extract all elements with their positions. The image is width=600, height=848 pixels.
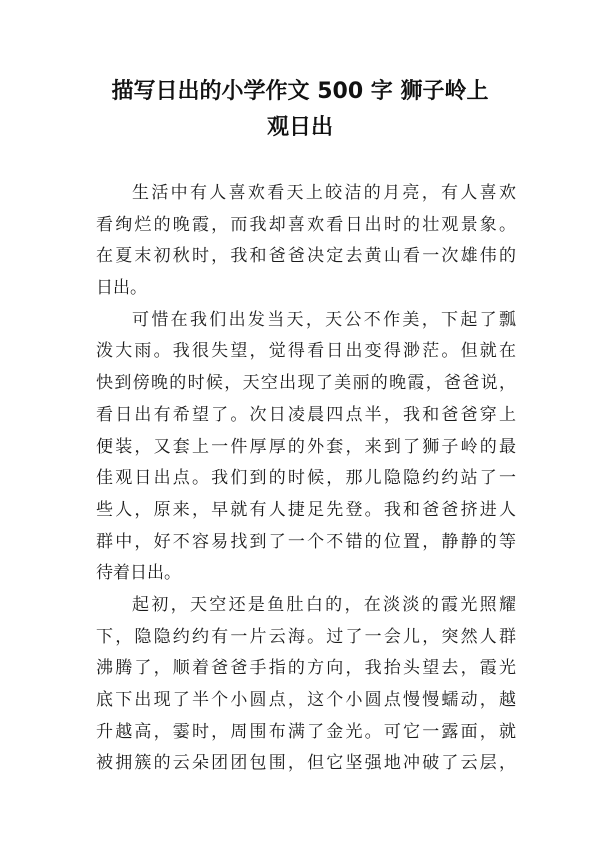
text-line: 起初，天空还是鱼肚白的，在淡淡的霞光照耀: [132, 594, 516, 615]
text-line: 看日出有希望了。次日凌晨四点半，我和爸爸穿上: [96, 404, 516, 425]
text-line: 下，隐隐约约有一片云海。过了一会儿，突然人群: [96, 626, 516, 647]
text-line: 沸腾了，顺着爸爸手指的方向，我抬头望去，霞光: [96, 658, 516, 679]
title-line-2: 观日出: [266, 115, 333, 140]
text-line: 待着日出。: [96, 563, 181, 584]
text-line: 泼大雨。我很失望，觉得看日出变得渺茫。但就在: [96, 341, 516, 362]
text-line: 看绚烂的晚霞，而我却喜欢看日出时的壮观景象。: [96, 214, 516, 235]
text-line: 生活中有人喜欢看天上皎洁的月亮，有人喜欢: [132, 183, 516, 203]
text-line: 在夏末初秋时，我和爸爸决定去黄山看一次雄伟的: [96, 246, 516, 267]
document-title: [60, 74, 540, 146]
text-line: 日出。: [96, 278, 147, 299]
title-line-1: 描写日出的小学作文 500 字 狮子岭上: [111, 79, 489, 104]
text-line: 被拥簇的云朵团团包围，但它坚强地冲破了云层，: [96, 753, 516, 774]
text-line: 底下出现了半个小圆点，这个小圆点慢慢蠕动，越: [96, 690, 516, 710]
text-line: 佳观日出点。我们到的时候，那儿隐隐约约站了一: [96, 468, 516, 489]
paragraph-2: [96, 305, 516, 590]
text-line: 群中，好不容易找到了一个不错的位置，静静的等: [96, 531, 516, 552]
paragraph-1: [96, 178, 516, 305]
text-line: 升越高，霎时，周围布满了金光。可它一露面，就: [96, 721, 516, 742]
paragraph-3: [96, 590, 516, 780]
text-line: 可惜在我们出发当天，天公不作美，下起了瓢: [132, 309, 516, 330]
text-line: 快到傍晚的时候，天空出现了美丽的晚霞，爸爸说，: [96, 373, 516, 394]
text-line: 些人，原来，早就有人捷足先登。我和爸爸挤进人: [96, 499, 516, 520]
document-body: [96, 178, 516, 780]
text-line: 便装，又套上一件厚厚的外套，来到了狮子岭的最: [96, 436, 516, 457]
